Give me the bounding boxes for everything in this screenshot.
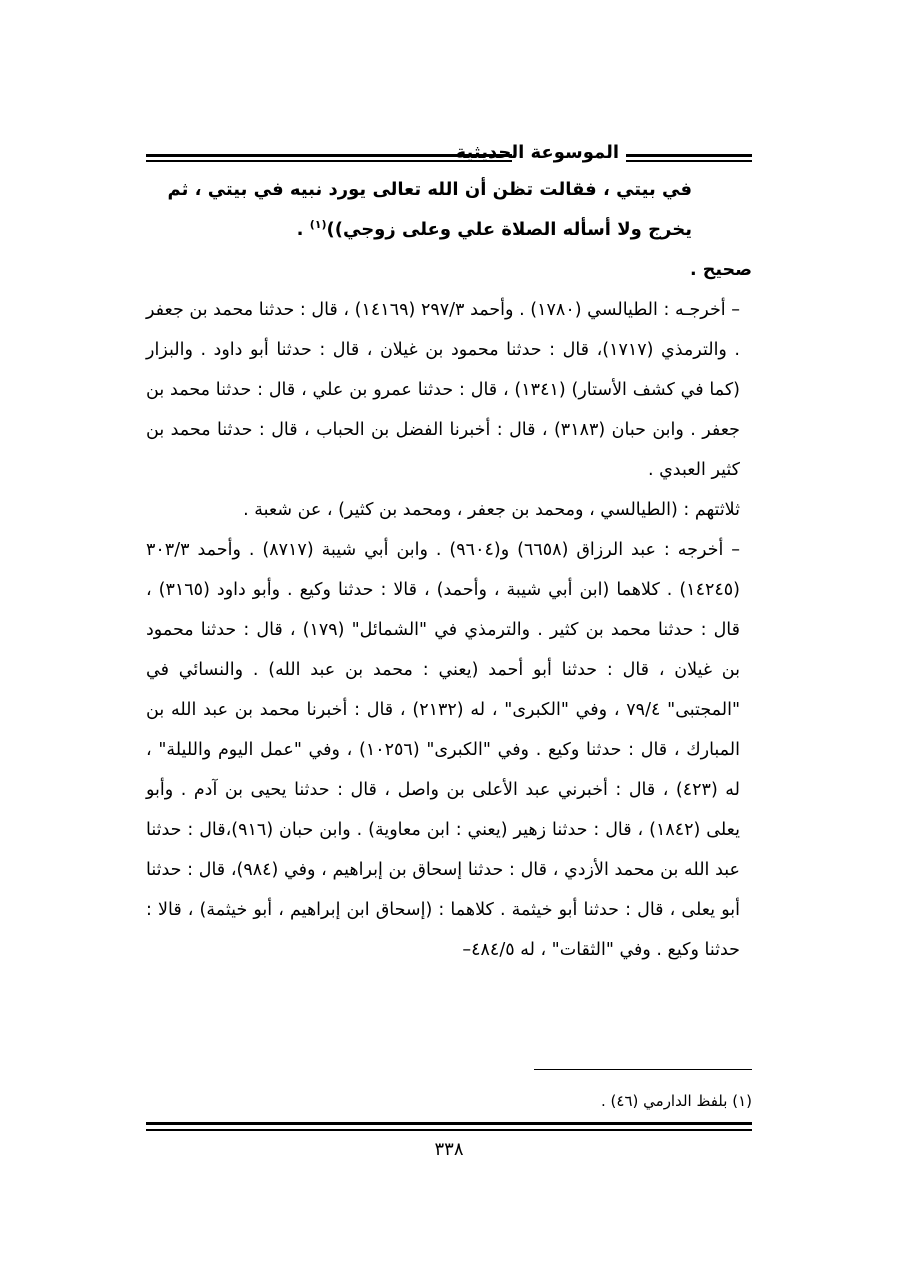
footnote: (١) بلفظ الدارمي (٤٦) . xyxy=(601,1092,752,1110)
takhrij-paragraph-3: – أخرجه : عبد الرزاق (٦٦٥٨) و(٩٦٠٤) . وابن أبي شيبة (٨٧١٧) . وأحمد ٣٠٣/٣ (١٤٢٤٥) . كلاهما (ابن أبي شيبة ، وأحمد) ، قالا : حدثنا وكيع . وأبو داود (٣١٦٥) ، قال : حدثنا محمد بن كثير . والترمذي في "الشمائل" (١٧٩) ، قال : حدثنا محمود بن غيلان ، قال : حدثنا أبو أحمد (يعني : محمد بن عبد الله) . والنسائي في "المجتبى" ٧٩/٤ ، وفي "الكبرى" ، له (٢١٣٢) ، قال : أخبرنا محمد بن عبد الله بن المبارك ، قال : حدثنا وكيع . وفي "الكبرى" (١٠٢٥٦) ، وفي "عمل اليوم والليلة" ، له (٤٢٣) ، قال : أخبرني عبد الأعلى بن واصل ، قال : حدثنا يحيى بن آدم . وأبو يعلى (١٨٤٢) ، قال : حدثنا زهير (يعني : ابن معاوية) . وابن حبان (٩١٦)،قال : حدثنا عبد الله بن محمد الأزدي ، قال : حدثنا إسحاق بن إبراهيم ، وفي (٩٨٤)، قال : حدثنا أبو يعلى ، قال : حدثنا أبو خيثمة . كلاهما : (إسحاق ابن إبراهيم ، أبو خيثمة) ، قالا : حدثنا وكيع . وفي "الثقات" ، له ٤٨٤/٥– xyxy=(146,540,741,960)
quote-line-2-end: . xyxy=(296,219,310,240)
quote-line-1: في بيتي ، فقالت تظن أن الله تعالى يورد نبيه في بيتي ، ثم xyxy=(167,179,692,200)
footnote-marker: (١) xyxy=(309,218,327,231)
document-page xyxy=(146,0,752,1273)
header-rule-right xyxy=(626,154,752,162)
body-text xyxy=(146,170,752,970)
takhrij-paragraph-2: ثلاثتهم : (الطيالسي ، ومحمد بن جعفر ، ومحمد بن كثير) ، عن شعبة . xyxy=(243,500,740,520)
grade: صحيح . xyxy=(689,260,752,280)
header-rule-left xyxy=(146,154,512,162)
running-header xyxy=(146,138,752,174)
takhrij-paragraph-1: – أخرجـه : الطيالسي (١٧٨٠) . وأحمد ٢٩٧/٣ (١٤١٦٩) ، قال : حدثنا محمد بن جعفر . والترمذي (١٧١٧)، قال : حدثنا محمود بن غيلان ، قال : حدثنا أبو داود . والبزار (كما في كشف الأستار) (١٣٤١) ، قال : حدثنا عمرو بن علي ، قال : حدثنا محمد بن جعفر . وابن حبان (٣١٨٣) ، قال : أخبرنا الفضل بن الحباب ، قال : حدثنا محمد بن كثير العبدي . xyxy=(146,300,741,480)
footnote-separator xyxy=(534,1069,752,1070)
footer-rule xyxy=(146,1122,752,1131)
header-title: الموسوعة الحديثية xyxy=(455,142,619,163)
hadith-quote xyxy=(146,170,752,250)
quote-line-2: يخرج ولا أسأله الصلاة علي وعلى زوجي)) xyxy=(326,219,692,240)
page-number: ٣٣٨ xyxy=(434,1139,464,1160)
